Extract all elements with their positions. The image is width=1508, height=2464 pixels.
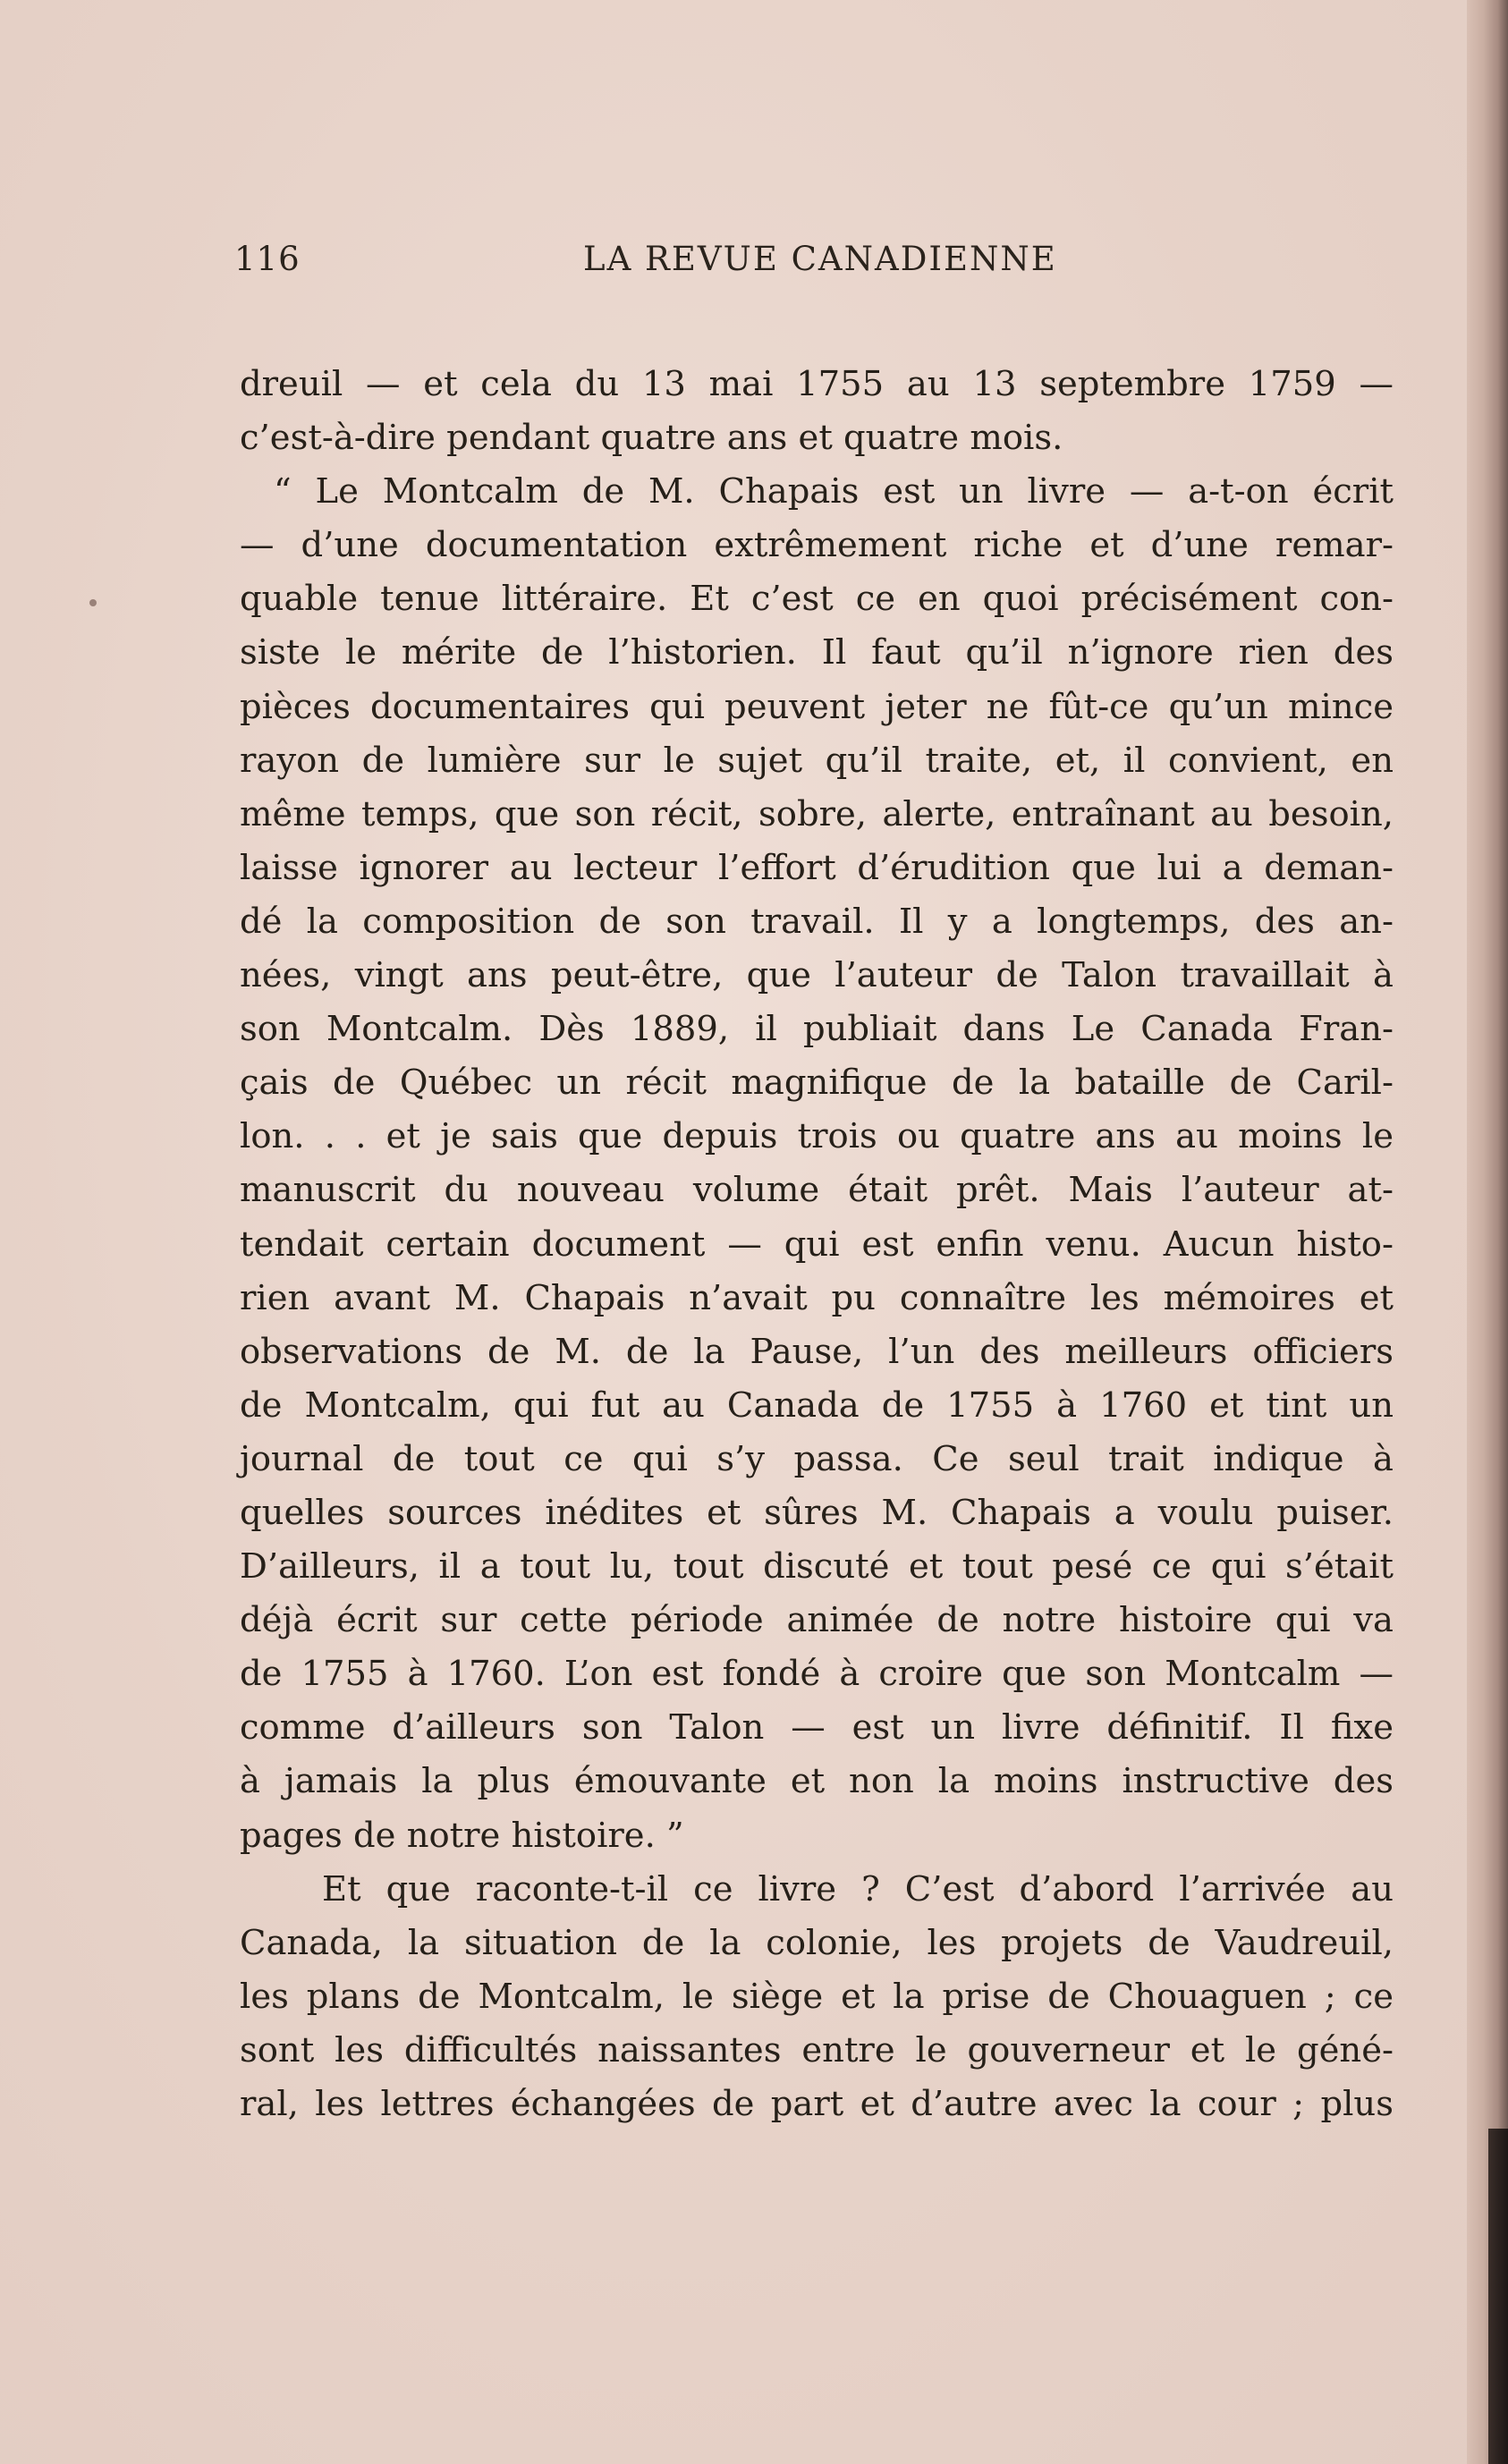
text-line: pièces documentaires qui peuvent jeter ne fût-ce qu’un mince — [240, 686, 1394, 727]
text-line: déjà écrit sur cette période animée de notre histoire qui va — [240, 1600, 1394, 1641]
text-line: quable tenue littéraire. Et c’est ce en quoi précisément con- — [240, 579, 1394, 620]
text-line: à jamais la plus émouvante et non la moins instructive des — [240, 1761, 1394, 1802]
text-line: de 1755 à 1760. L’on est fondé à croire que son Montcalm — — [240, 1654, 1394, 1695]
text-line: siste le mérite de l’historien. Il faut qu’il n’ignore rien des — [240, 632, 1394, 673]
text-line: observations de M. de la Pause, l’un des meilleurs officiers — [240, 1331, 1394, 1372]
text-line: sont les difficultés naissantes entre le gouverneur et le géné- — [240, 2029, 1394, 2070]
text-line: laisse ignorer au lecteur l’effort d’érudition que lui a deman- — [240, 847, 1394, 888]
text-line: lon. . . et je sais que depuis trois ou quatre ans au moins le — [240, 1116, 1394, 1157]
text-line: quelles sources inédites et sûres M. Chapais a voulu puiser. — [240, 1492, 1394, 1533]
paper-speck — [89, 599, 97, 606]
book-edge-dark — [1488, 2129, 1508, 2464]
text-line: Canada, la situation de la colonie, les projets de Vaudreuil, — [240, 1922, 1394, 1963]
text-line: comme d’ailleurs son Talon — est un livre définitif. Il fixe — [240, 1707, 1394, 1749]
text-line: manuscrit du nouveau volume était prêt. Mais l’auteur at- — [240, 1170, 1394, 1211]
page-header — [234, 240, 1397, 293]
text-line: rayon de lumière sur le sujet qu’il traite, et, il convient, en — [240, 740, 1394, 781]
text-line: son Montcalm. Dès 1889, il publiait dans Le Canada Fran- — [240, 1009, 1394, 1050]
text-line: — d’une documentation extrêmement riche et d’une remar- — [240, 525, 1394, 566]
text-line: Et que raconte-t-il ce livre ? C’est d’abord l’arrivée au — [322, 1868, 1394, 1909]
text-line: pages de notre histoire. ” — [240, 1815, 684, 1856]
text-line: dé la composition de son travail. Il y a longtemps, des an- — [240, 901, 1394, 942]
body-text — [240, 358, 1394, 2131]
text-line: tendait certain document — qui est enfin venu. Aucun histo- — [240, 1224, 1394, 1265]
text-line: même temps, que son récit, sobre, alerte, entraînant au besoin, — [240, 793, 1394, 834]
text-line: c’est-à-dire pendant quatre ans et quatre mois. — [240, 418, 1063, 459]
text-line: “ Le Montcalm de M. Chapais est un livre — a-t-on écrit — [274, 471, 1394, 512]
text-line: ral, les lettres échangées de part et d’autre avec la cour ; plus — [240, 2084, 1394, 2124]
text-line: çais de Québec un récit magnifique de la bataille de Caril- — [240, 1063, 1394, 1104]
text-line: dreuil — et cela du 13 mai 1755 au 13 septembre 1759 — — [240, 364, 1394, 404]
text-line: les plans de Montcalm, le siège et la prise de Chouaguen ; ce — [240, 1976, 1394, 2017]
text-line: journal de tout ce qui s’y passa. Ce seul trait indique à — [240, 1438, 1394, 1479]
text-line: D’ailleurs, il a tout lu, tout discuté et tout pesé ce qui s’était — [240, 1546, 1394, 1588]
text-line: nées, vingt ans peut-être, que l’auteur de Talon travaillait à — [240, 955, 1394, 996]
book-spine-shadow — [1467, 0, 1508, 2464]
text-line: rien avant M. Chapais n’avait pu connaître les mémoires et — [240, 1277, 1394, 1318]
running-title: LA REVUE CANADIENNE — [583, 240, 1057, 278]
text-line: de Montcalm, qui fut au Canada de 1755 à 1760 et tint un — [240, 1384, 1394, 1426]
page-number: 116 — [234, 240, 301, 278]
